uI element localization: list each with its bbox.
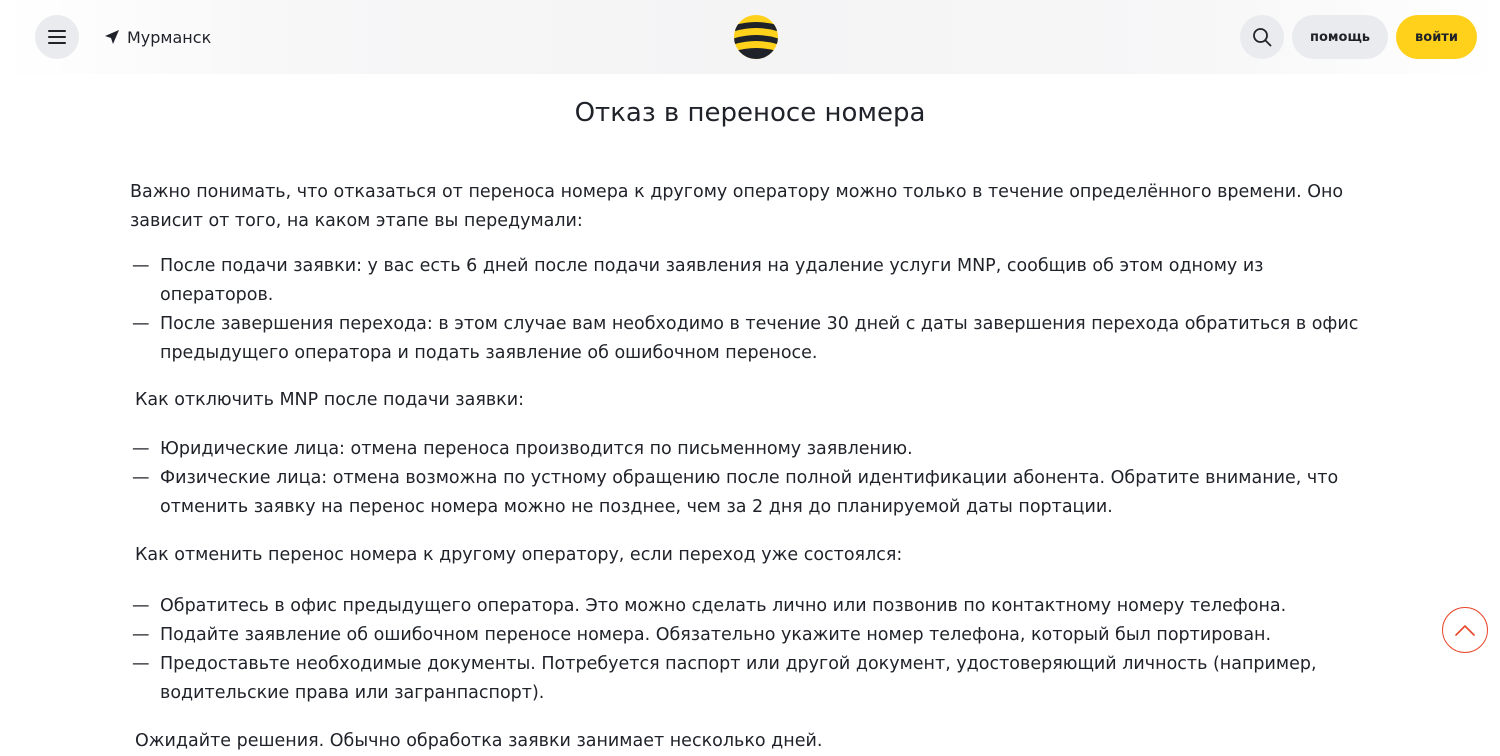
scroll-to-top-button[interactable] — [1442, 607, 1488, 653]
search-icon — [1252, 27, 1272, 47]
list-bullet: — — [132, 654, 150, 674]
list-bullet: — — [132, 256, 150, 276]
subheading-cancel-transfer: Как отменить перенос номера к другому оператору, если переход уже состоялся: — [135, 545, 903, 565]
login-button[interactable]: войти — [1396, 15, 1477, 59]
beeline-logo[interactable] — [733, 14, 779, 60]
page-title: Отказ в переносе номера — [574, 98, 926, 128]
list-item: — После завершения перехода: в этом случае вам необходимо в течение 30 дней с даты завершения перехода обратиться в офис предыдущего оператора и подать заявление об ошибочном переносе. — [130, 310, 1360, 368]
article-content — [130, 178, 1360, 756]
hamburger-menu-icon — [48, 30, 66, 44]
city-name: Мурманск — [127, 27, 212, 47]
city-selector[interactable] — [104, 26, 211, 48]
refusal-stages-list — [130, 252, 1360, 368]
list-item: — Обратитесь в офис предыдущего оператора. Это можно сделать лично или позвонив по контактному номеру телефона. — [130, 592, 1360, 621]
list-item: — Юридические лица: отмена переноса производится по письменному заявлению. — [130, 435, 1360, 464]
help-button[interactable]: помощь — [1292, 15, 1388, 59]
chevron-up-icon — [1454, 623, 1476, 637]
list-item: — Предоставьте необходимые документы. Потребуется паспорт или другой документ, удостоверяющий личность (например, водительские права или загранпаспорт). — [130, 650, 1360, 708]
menu-button[interactable] — [35, 15, 79, 59]
list-bullet: — — [132, 596, 150, 616]
location-arrow-icon — [104, 29, 120, 45]
cancel-transfer-list — [130, 592, 1360, 708]
list-bullet: — — [132, 468, 150, 488]
subheading-disable-mnp: Как отключить MNP после подачи заявки: — [135, 390, 524, 410]
list-item: — После подачи заявки: у вас есть 6 дней после подачи заявления на удаление услуги MNP, сообщив об этом одному из операторов. — [130, 252, 1360, 310]
list-item: — Подайте заявление об ошибочном переносе номера. Обязательно укажите номер телефона, который был портирован. — [130, 621, 1360, 650]
site-header — [0, 0, 1500, 74]
list-bullet: — — [132, 625, 150, 645]
search-button[interactable] — [1240, 15, 1284, 59]
list-item: — Физические лица: отмена возможна по устному обращению после полной идентификации абонента. Обратите внимание, что отменить заявку на перенос номера можно не позднее, чем за 2 дня до планируемой даты портации. — [130, 464, 1360, 522]
list-bullet: — — [132, 439, 150, 459]
list-bullet: — — [132, 314, 150, 334]
intro-paragraph: Важно понимать, что отказаться от переноса номера к другому оператору можно только в течение определённого времени. Оно зависит от того, на каком этапе вы передумали: — [130, 182, 1344, 231]
closing-paragraph: Ожидайте решения. Обычно обработка заявки занимает несколько дней. — [135, 731, 823, 751]
disable-mnp-list — [130, 435, 1360, 522]
